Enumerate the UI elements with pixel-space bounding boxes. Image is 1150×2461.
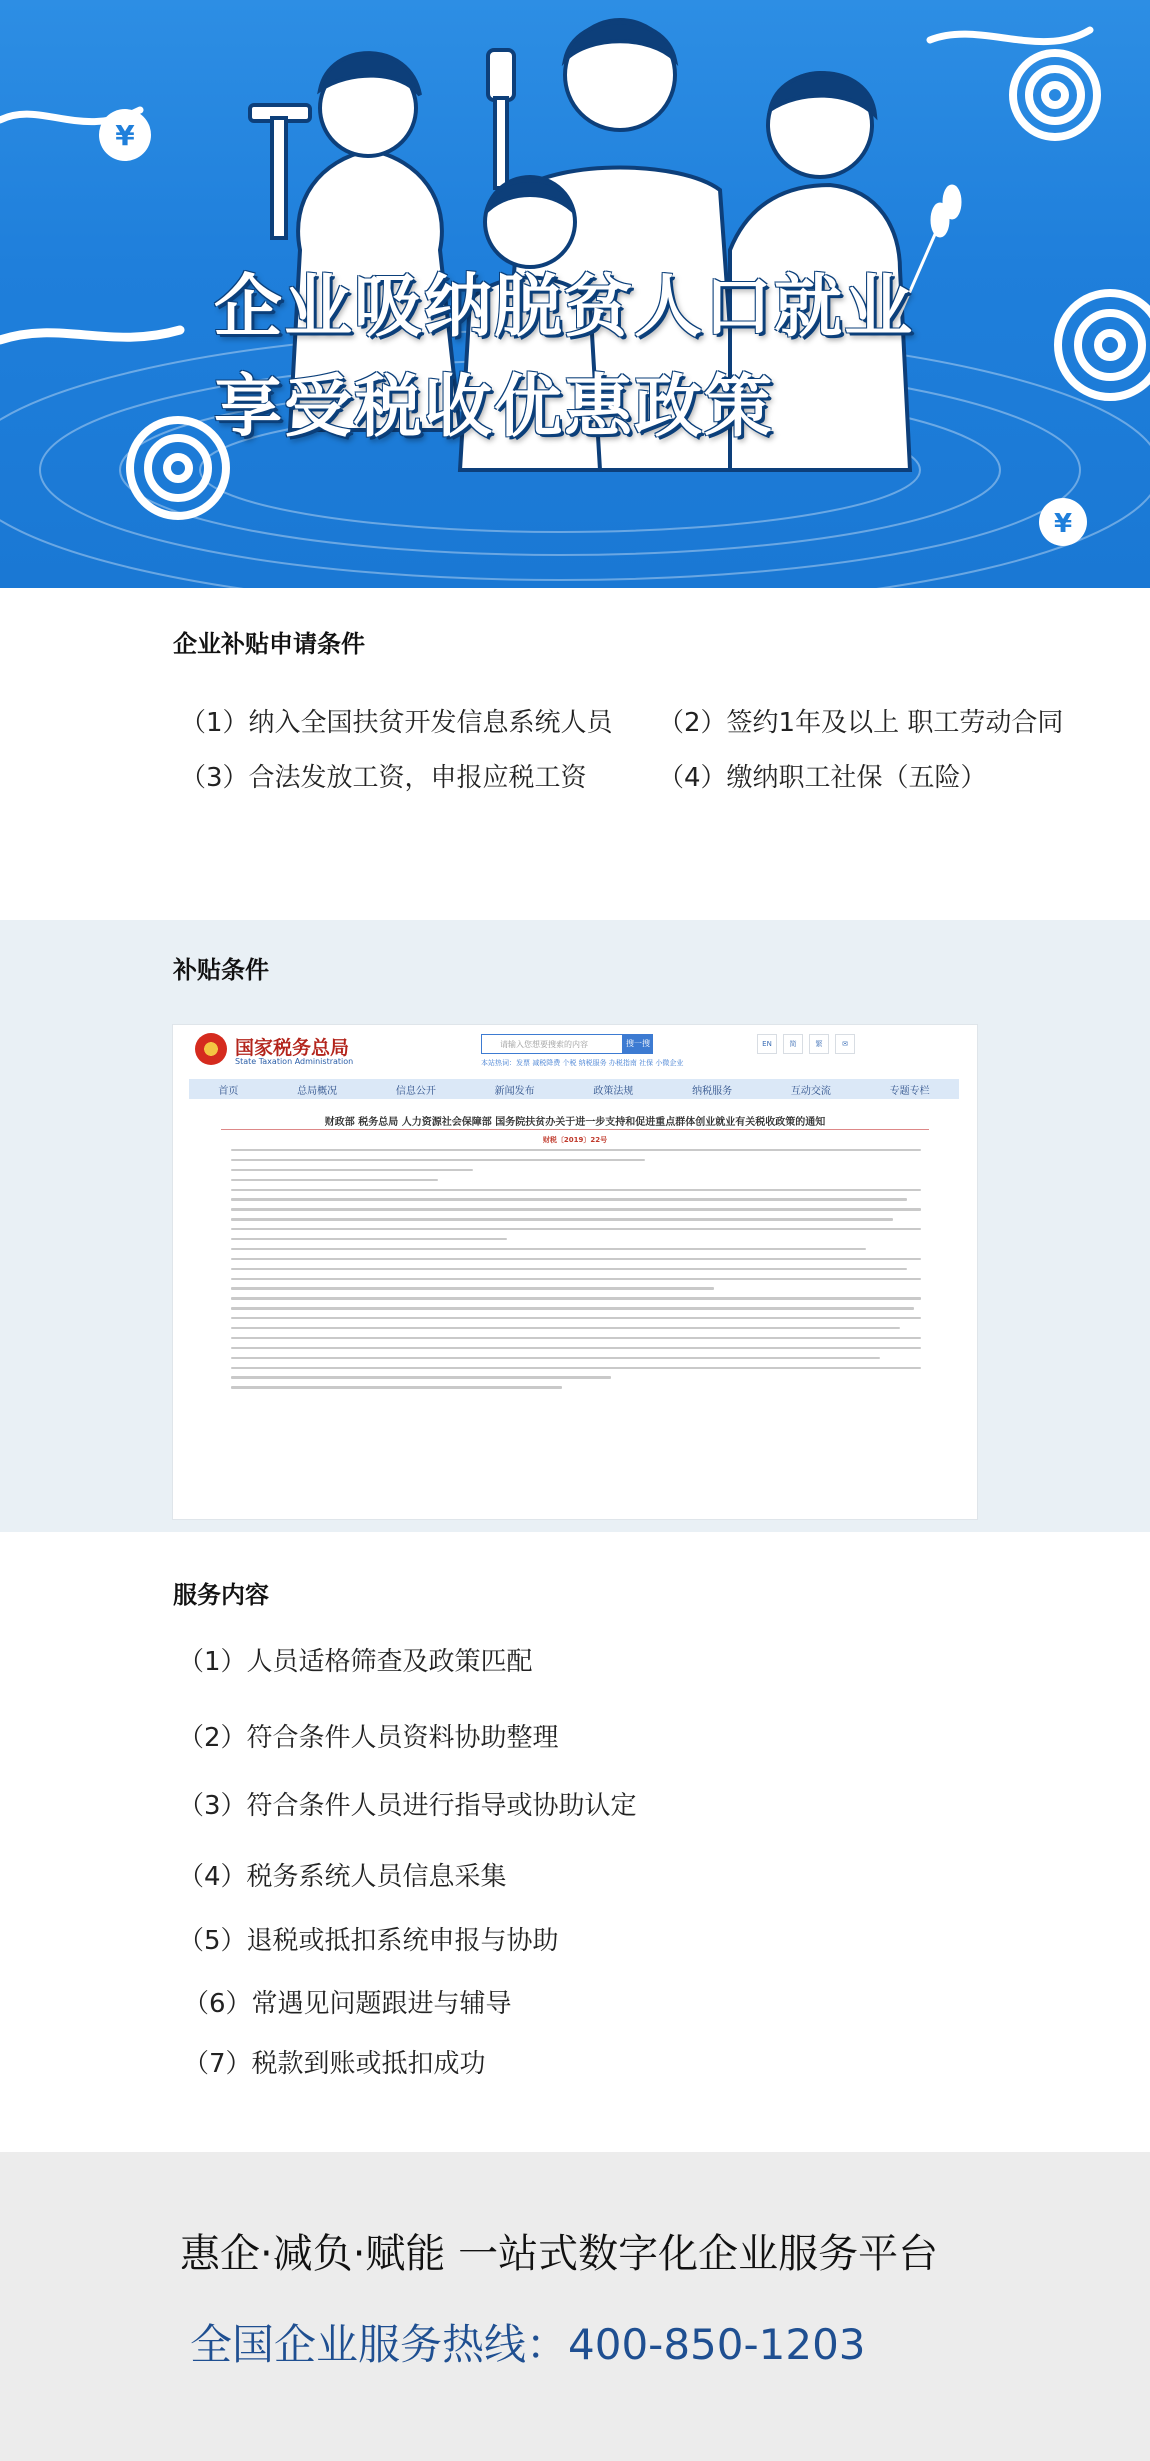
service-item: （4）税务系统人员信息采集 — [178, 1862, 507, 1892]
doc-divider — [221, 1129, 929, 1130]
national-emblem-icon — [195, 1033, 227, 1065]
spiral-icon — [1013, 53, 1097, 137]
doc-nav-bar — [189, 1079, 959, 1099]
doc-nav-item[interactable]: 新闻发布 — [494, 1085, 535, 1097]
doc-nav-item[interactable]: 总局概况 — [297, 1085, 338, 1097]
section-title-application-conditions: 企业补贴申请条件 — [173, 630, 365, 658]
service-item: （1）人员适格筛查及政策匹配 — [178, 1647, 533, 1677]
service-item: （3）符合条件人员进行指导或协助认定 — [178, 1791, 637, 1821]
doc-nav-item[interactable]: 纳税服务 — [692, 1085, 733, 1097]
yen-coin-icon — [1039, 498, 1087, 546]
doc-hot-words: 本站热词：发票 减税降费 个税 纳税服务 办税指南 社保 小微企业 — [481, 1059, 684, 1067]
footer-slogan: 惠企·减负·赋能 一站式数字化企业服务平台 — [180, 2231, 939, 2277]
hero-banner — [0, 0, 1150, 588]
svg-text:¥: ¥ — [1053, 509, 1073, 539]
spiral-icon — [1058, 293, 1150, 397]
doc-nav-item[interactable]: 首页 — [218, 1085, 239, 1097]
site-logo-name-en: State Taxation Administration — [235, 1057, 354, 1066]
doc-search-button[interactable]: 搜一搜 — [623, 1034, 653, 1054]
lang-traditional-button[interactable]: 繁 — [809, 1034, 829, 1054]
service-item: （6）常遇见问题跟进与辅导 — [183, 1989, 512, 2019]
lang-en-button[interactable]: EN — [757, 1034, 777, 1054]
doc-search-input[interactable]: 请输入您想要搜索的内容 — [481, 1034, 623, 1054]
section-title-subsidy-conditions: 补贴条件 — [173, 956, 269, 984]
condition-item: （2）签约1年及以上 职工劳动合同 — [658, 708, 1064, 738]
hero-title-line2: 享受税收优惠政策 — [214, 368, 775, 447]
service-item: （5）退税或抵扣系统申报与协助 — [178, 1926, 559, 1956]
hero-title-line1: 企业吸纳脱贫人口就业 — [214, 268, 915, 347]
doc-title: 财政部 税务总局 人力资源社会保障部 国务院扶贫办关于进一步支持和促进重点群体创业就业有关税收政策的通知 — [324, 1117, 826, 1128]
service-item: （7）税款到账或抵扣成功 — [183, 2049, 486, 2079]
svg-text:¥: ¥ — [115, 119, 135, 152]
condition-item: （1）纳入全国扶贫开发信息系统人员 — [180, 708, 613, 738]
yen-coin-icon — [99, 109, 151, 161]
policy-document-screenshot — [173, 1025, 977, 1519]
doc-number: 财税〔2019〕22号 — [542, 1136, 608, 1144]
service-item: （2）符合条件人员资料协助整理 — [178, 1723, 559, 1753]
condition-item: （3）合法发放工资，申报应税工资 — [180, 763, 587, 793]
section-title-service-content: 服务内容 — [173, 1581, 269, 1609]
service-hotline[interactable]: 全国企业服务热线：400-850-1203 — [190, 2320, 866, 2369]
site-logo-name: 国家税务总局 — [235, 1037, 350, 1059]
spiral-icon — [130, 420, 226, 516]
mail-icon[interactable]: ✉ — [835, 1034, 855, 1054]
doc-nav-item[interactable]: 信息公开 — [395, 1085, 436, 1097]
doc-header — [173, 1025, 977, 1079]
doc-nav-item[interactable]: 专题专栏 — [889, 1085, 930, 1097]
lang-simplified-button[interactable]: 简 — [783, 1034, 803, 1054]
doc-nav-item[interactable]: 互动交流 — [790, 1085, 831, 1097]
doc-nav-item[interactable]: 政策法规 — [593, 1085, 634, 1097]
footer-band — [0, 2152, 1150, 2461]
condition-item: （4）缴纳职工社保（五险） — [658, 763, 987, 793]
doc-body-text — [231, 1149, 921, 1396]
